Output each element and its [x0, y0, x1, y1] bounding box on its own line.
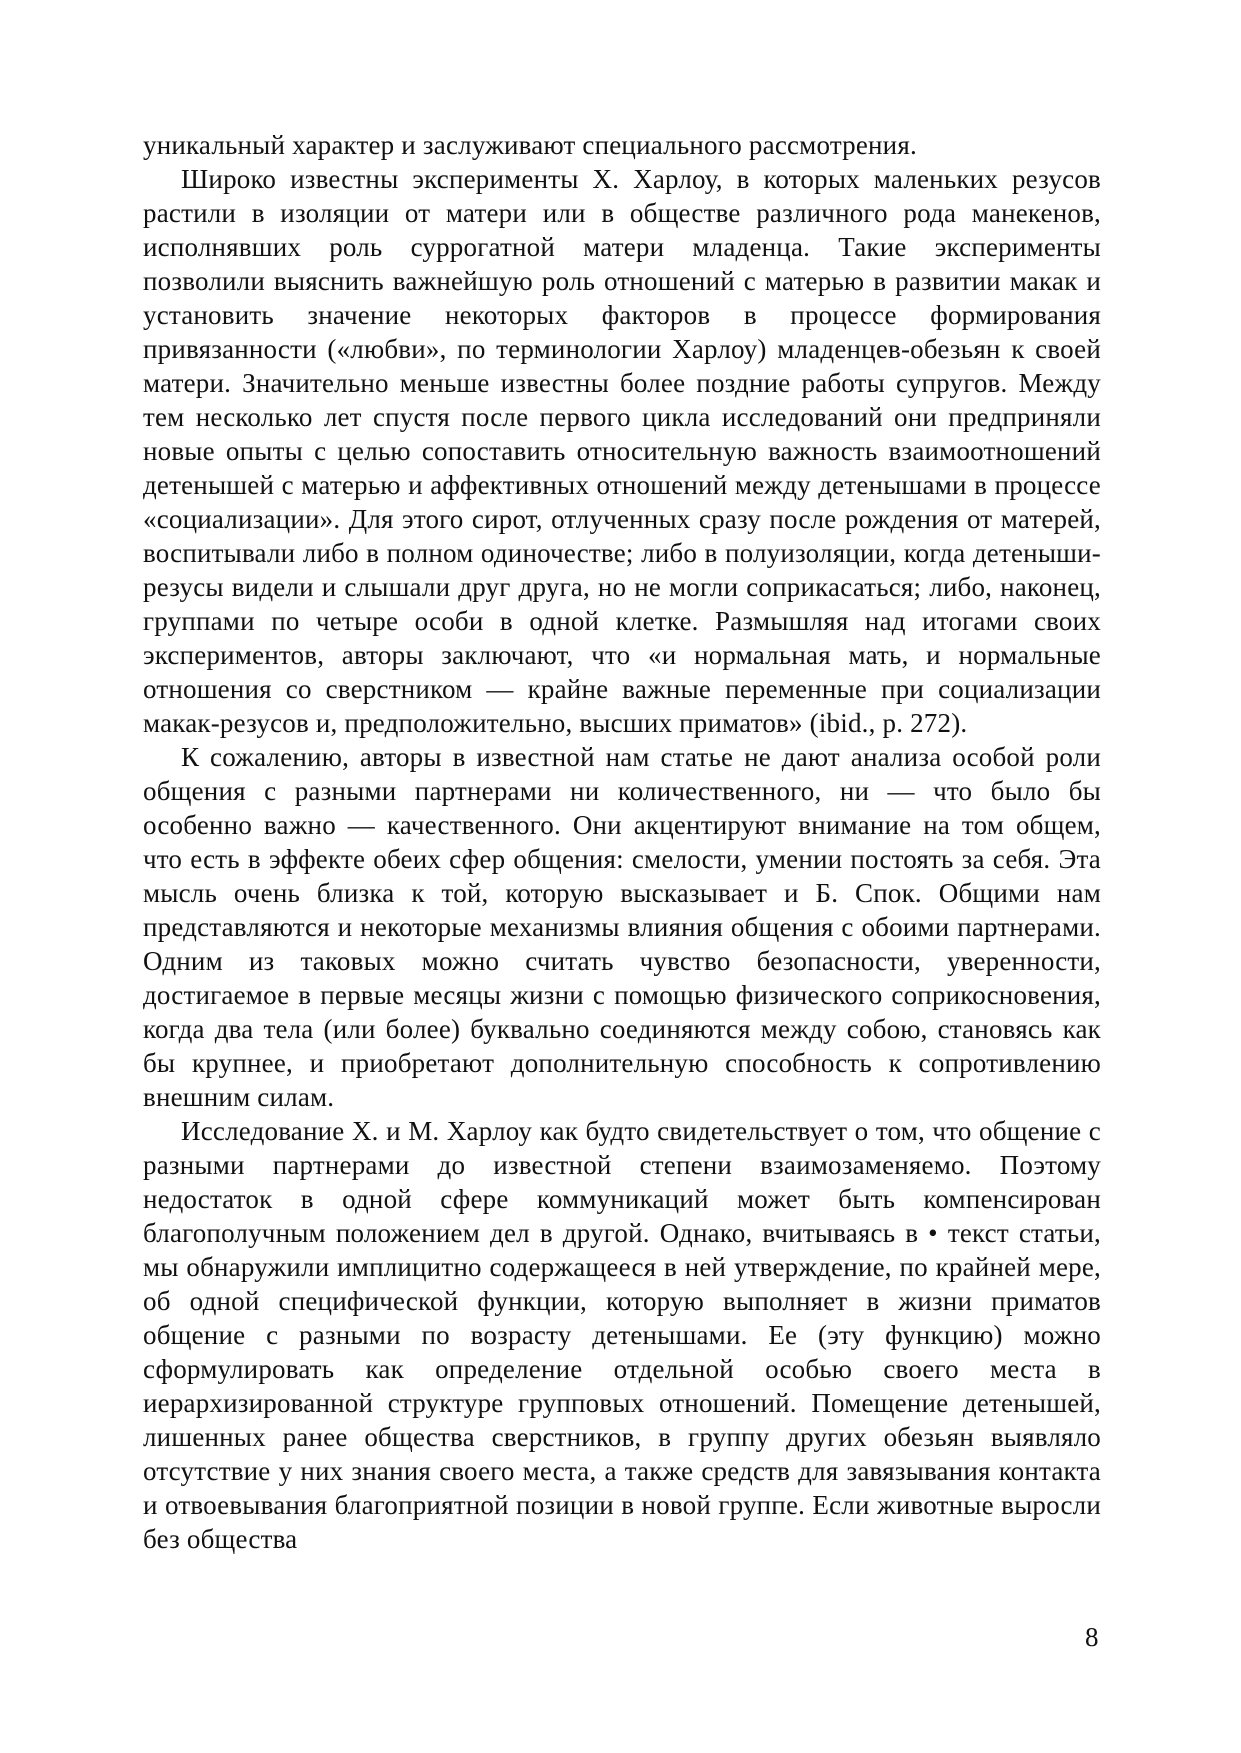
text-block: [143, 128, 1101, 1556]
paragraph: Широко известны эксперименты X. Харлоу, в которых маленьких резусов растили в изоляции от матери или в обществе различного рода манекенов, исполнявших роль суррогатной матери младенца. Такие эксперименты позволили выяснить важнейшую роль отношений с матерью в развитии макак и установить значение некоторых факторов в процессе формирования привязанности («любви», по терминологии Харлоу) младенцев-обезьян к своей матери. Значительно меньше известны более поздние работы супругов. Между тем несколько лет спустя после первого цикла исследований они предприняли новые опыты с целью сопоставить относительную важность взаимоотношений детенышей с матерью и аффективных отношений между детенышами в процессе «социализации». Для этого сирот, отлученных сразу после рождения от матерей, воспитывали либо в полном одиночестве; либо в полуизоляции, когда детеныши-резусы видели и слышали друг друга, но не могли соприкасаться; либо, наконец, группами по четыре особи в одной клетке. Размышляя над итогами своих экспериментов, авторы заключают, что «и нормальная мать, и нормальные отношения со сверстником — крайне важные переменные при социализации макак-резусов и, предположительно, высших приматов» (ibid., p. 272).: [143, 164, 1101, 738]
paragraph: Исследование X. и М. Харлоу как будто свидетельствует о том, что общение с разными партнерами до известной степени взаимозаменяемо. Поэтому недостаток в одной сфере коммуникаций может быть компенсирован благополучным положением дел в другой. Однако, вчитываясь в • текст статьи, мы обнаружили имплицитно содержащееся в ней утверждение, по крайней мере, об одной специфической функции, которую выполняет в жизни приматов общение с разными по возрасту детенышами. Ее (эту функцию) можно сформулировать как определение отдельной особью своего места в иерархизированной структуре групповых отношений. Помещение детенышей, лишенных ранее общества сверстников, в группу других обезьян выявляло отсутствие у них знания своего места, а также средств для завязывания контакта и отвоевывания благоприятной позиции в новой группе. Если животные выросли без общества: [143, 1116, 1101, 1554]
page-number: 8: [1085, 1622, 1099, 1652]
paragraph: К сожалению, авторы в известной нам статье не дают анализа особой роли общения с разными партнерами ни количественного, ни — что было бы особенно важно — качественного. Они акцентируют внимание на том общем, что есть в эффекте обеих сфер общения: смелости, умении постоять за себя. Эта мысль очень близка к той, которую высказывает и Б. Спок. Общими нам представляются и некоторые механизмы влияния общения с обоими партнерами. Одним из таковых можно считать чувство безопасности, уверенности, достигаемое в первые месяцы жизни с помощью физического соприкосновения, когда два тела (или более) буквально соединяются между собою, становясь как бы крупнее, и приобретают дополнительную способность к сопротивлению внешним силам.: [143, 742, 1101, 1112]
paragraph-continuation: уникальный характер и заслуживают специального рассмотрения.: [143, 130, 917, 160]
